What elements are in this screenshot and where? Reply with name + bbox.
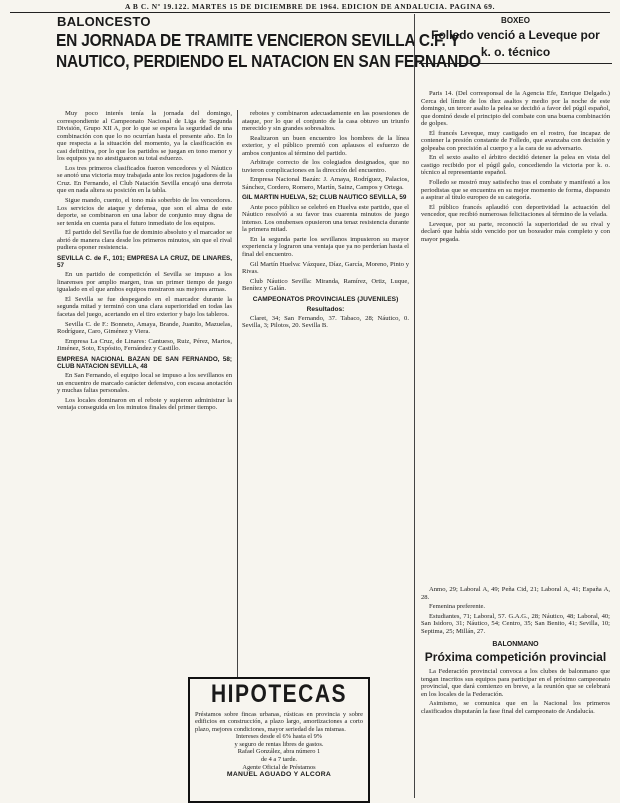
paragraph: Empresa La Cruz, de Linares: Cantueso, Ruiz, Pérez, Martos, Jiménez, Soto, Expósito, Fernández y Castillo. [57,337,232,353]
paragraph: Paris 14. (Del corresponsal de la Agencia Efe, Enrique Delgado.) Cerca del límite de los diez asaltos y medio por la noche de este domingo, un tercer asalto la pelea se decidió a favor del púgil español, que dominó desde el principio del combate con una buena combinación de golpes. [421,90,610,128]
paragraph: En San Fernando, el equipo local se impuso a los sevillanos en un encuentro de marcado carácter defensivo, con escasa anotación y muchas faltas personales. [57,372,232,395]
paragraph: Club Náutico Sevilla: Miranda, Ramírez, Ortiz, Luque, Benítez y Galán. [242,277,409,293]
subheading-bazan-natacion: EMPRESA NACIONAL BAZAN DE SAN FERNANDO, 58; CLUB NATACION SEVILLA, 48 [57,355,232,370]
results-line: Anmo, 29; Laboral A, 49; Peña Cid, 21; Laboral A, 41; España A, 28. [421,586,610,601]
boxeo-rule [419,63,612,64]
paragraph: Muy poco interés tenía la jornada del domingo, correspondiente al Campeonato Nacional de Liga de Segunda División, Grupo XII A, por lo que se espera la seguridad de una combinación con que lo no ocurrían hasta el presente año. En lo que respecta a la situación del momento, ya la clasificación es casi definitiva, por lo que los partidos se juegan en tono menor y los equipos ya no atestiguaron su total esfuerzo. [57,110,232,163]
paragraph: Sigue mando, cuento, el tono más soberbio de los vencedores. Los servicios de ataque y defensa, que son el alma de este deporte, se combinaron en una labor de conjunto muy digna de ser tenida en cuenta para el futuro inmediato de los equipos. [57,197,232,227]
paragraph: En un partido de competición el Sevilla se impuso a los linarenses por amplio margen, tras un primer tiempo de juego igualado en el que ambos equipos mostraron sus mejores armas. [57,271,232,294]
box-subtitle-resultados: Resultados: [306,306,345,314]
paragraph: Gil Martín Huelva: Vázquez, Díaz, García, Moreno, Pinto y Rivas. [242,260,409,276]
box-title-campeonatos: CAMPEONATOS PROVINCIALES (JUVENILES) [252,295,399,303]
top-rule [10,12,610,13]
paragraph: Ante poco público se celebró en Huelva este partido, que el Náutico resolvió a su favor tras cuarenta minutos de juego intenso. Los onubenses opusieron una tenaz resistencia durante la primera mitad. [242,203,409,234]
hipotecas-ad [188,677,370,803]
ad-line: Agente Oficial de Préstamos [242,763,316,771]
results-block [421,586,610,642]
ad-text: Préstamos sobre fincas urbanas, rústicas en provincia y sobre edificios en construcción, a plazo largo, amortizaciones a corto plazo, mejores condiciones, mayor seriedad de las mismas. [195,711,363,733]
column-divider [414,14,415,798]
running-head: A B C. Nº 19.122. MARTES 15 DE DICIEMBRE DE 1964. EDICION DE ANDALUCIA. PAGINA 69. [124,2,496,11]
ad-line: Intereses desde el 6% hasta el 9% [235,733,323,741]
headline-line-2: NAUTICO, PERDIENDO EL NATACION EN SAN FERNANDO [56,52,481,72]
ad-line: y seguro de rentas libres de gastos. [234,740,324,748]
paragraph: El partido del Sevilla fue de dominio absoluto y el marcador se abrió de manera clara desde los primeros minutos, sin que el rival pudiera oponer resistencia. [57,229,232,252]
boxeo-headline-2: k. o. técnico [480,45,551,59]
paragraph: Los tres primeros clasificados fueron vencedores y el Náutico se anotó una victoria muy trabajada ante los recios jugadores de la Cruz. En Fernando, el Club Natación Sevilla encajó una derrota que en nada altera su posición en la tabla. [57,164,232,195]
paragraph: En la segunda parte los sevillanos impusieron su mayor experiencia y lograron una ventaja que ya no perderían hasta el final del encuentro. [242,235,409,258]
team-lineup: Empresa Nacional Bazán: J. Amaya, Rodríguez, Palacios, Sánchez, Cordero, Romero, Martín, Sainz, Campos y Ortega. [242,176,409,191]
article-column-2 [242,110,409,670]
paragraph: En el sexto asalto el árbitro decidió detener la pelea en vista del castigo recibido por el púgil galo, concediendo la victoria por k. o. técnico al representante español. [421,154,610,177]
paragraph: Asimismo, se comunica que en la Nacional los primeros clasificados disputarán la fase final del campeonato de Andalucía. [421,700,610,715]
paragraph: Arbitraje correcto de los colegiados designados, que no tuvieron complicaciones en la dirección del encuentro. [242,159,409,174]
section-label-boxeo: BOXEO [501,16,530,25]
paragraph: La Federación provincial convoca a los clubes de balonmano que tengan inscritos sus equipos para participar en el próximo campeonato provincial, que dará comienzo en breve, a la reunión que se celebrará en los locales de la Federación. [421,668,610,698]
ad-title: HIPOTECAS [210,680,347,709]
balonmano-column [421,668,610,798]
ad-agent-name: MANUEL AGUADO Y ALCORA [226,771,332,779]
paragraph: Realizaron un buen encuentro los hombres de la línea exterior, y el público premió con aplausos el esfuerzo de ambos conjuntos al término del partido. [242,134,409,157]
results-line: Estudiantes, 71; Laboral, 57. G.A.G., 28; Náutico, 48; Laboral, 40; San Isidoro, 31; Náutico, 54; Centro, 35; San Benito, 41; Sevilla, 10; Septima, 25; Millán, 27. [421,612,610,635]
paragraph: Folledo se mostró muy satisfecho tras el combate y manifestó a los periodistas que se encuentra en su mejor momento de forma, dispuesto a aspirar al título europeo de su categoría. [421,179,610,202]
box-results: Claret, 34; San Fernando, 37. Tabaco, 28; Náutico, 0. Sevilla, 3; Pilotos, 20. Sevilla B. [242,314,409,330]
boxeo-column [421,90,610,560]
subheading-gilmartin-nautico: GIL MARTIN HUELVA, 52; CLUB NAUTICO SEVILLA, 59 [242,194,407,202]
ad-line: de 4 a 7 tarde. [260,756,298,763]
balonmano-headline: Próxima competición provincial [424,650,607,664]
headline-line-1: EN JORNADA DE TRAMITE VENCIERON SEVILLA C.F. Y [56,31,460,51]
results-line: Femenina preferente. [429,603,486,611]
paragraph: Sevilla C. de F.: Bonneto, Amaya, Brande, Juanito, Mazuelas, Rodríguez, Caro, Giménez y Viera. [57,320,232,336]
paragraph: Los locales dominaron en el rebote y supieron administrar la ventaja conseguida en los minutos finales del primer tiempo. [57,396,232,412]
paragraph: rebotes y combinaron adecuadamente en las posesiones de ataque, por lo que el conjunto de la casa obtuvo un triunfo merecido y sin grandes sobresaltos. [242,110,409,133]
boxeo-headline-1: Folledo venció a Leveque por [431,28,600,42]
section-label-balonmano: BALONMANO [492,641,539,648]
paragraph: El público francés aplaudió con deportividad la actuación del vencedor, que recibió numerosas felicitaciones al término de la velada. [421,203,610,219]
paragraph: Leveque, por su parte, reconoció la superioridad de su rival y declaró que había sido vencido por un boxeador más completo y con mayor pegada. [421,220,610,243]
section-label-baloncesto: BALONCESTO [57,14,151,29]
paragraph: El francés Leveque, muy castigado en el rostro, fue incapaz de contener la presión constante de Folledo, que avanzaba con decisión y golpeaba con precisión al cuerpo y a la cara de su adversario. [421,129,610,152]
ad-line: Rafael González, abra número 1 [237,748,321,756]
subheading-sevilla-linares: SEVILLA C. de F., 101; EMPRESA LA CRUZ, DE LINARES, 57 [57,254,232,270]
paragraph: El Sevilla se fue despegando en el marcador durante la segunda mitad y terminó con una clara superioridad en todas las facetas del juego, acertando en el tiro exterior y bajo los tableros. [57,295,232,318]
